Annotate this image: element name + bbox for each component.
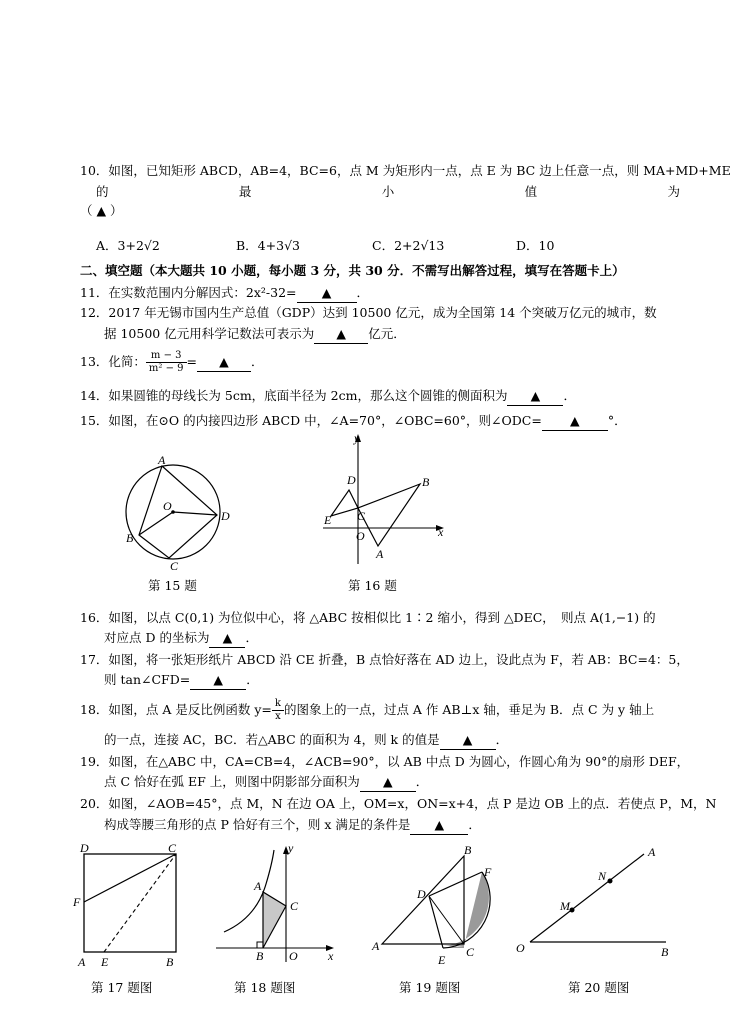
q20-line1: 20．如图，∠AOB=45°，点 M，N 在边 OA 上，OM=x，ON=x+4，点 P 是边 OB 上的点．若使点 P，M，N [80, 796, 717, 811]
q19-suffix: ． [415, 774, 429, 789]
fig20-label-m: M [560, 899, 570, 913]
fig16-label-e: E [324, 513, 332, 527]
fig20-label-n: N [598, 869, 607, 883]
q20-line2 [104, 816, 481, 835]
fig17-label-e: E [101, 955, 109, 969]
q18-line2 [104, 731, 508, 750]
q18-answer-blank: ▲ [440, 731, 496, 750]
q19-answer-blank: ▲ [360, 773, 416, 792]
q18-text: 的一点，连接 AC，BC．若△ABC 的面积为 4，则 k 的值是 [104, 732, 440, 747]
q10-word: 小 [381, 184, 395, 199]
rectangle-abcd [84, 854, 176, 952]
q13-equals: = [186, 354, 197, 369]
q18-text: 18．如图，点 A 是反比例函数 y= [80, 702, 272, 717]
fig16-label-x: x [438, 525, 444, 539]
q17-line1: 17．如图，将一张矩形纸片 ABCD 沿 CE 折叠，B 点恰好落在 AD 边上，设此点为 F，若 AB：BC=4：5， [80, 652, 689, 667]
q18-numerator: k [272, 698, 284, 711]
fig18-label-o: O [289, 949, 298, 963]
q19-line2 [104, 773, 428, 792]
q11-text: 11．在实数范围内分解因式：2x²-32= [80, 285, 297, 300]
fig17-label-d: D [80, 842, 89, 855]
q17-text: 则 tan∠CFD= [104, 672, 191, 687]
fig17-label-b: B [166, 955, 174, 969]
fig18-label-b: B [256, 949, 264, 963]
q19-line1: 19．如图，在△ABC 中，CA=CB=4，∠ACB=90°，以 AB 中点 D 为圆心，作圆心角为 90°的扇形 DEF， [80, 754, 690, 769]
fig18-label-y: y [288, 842, 294, 855]
shaded-region-right [443, 872, 489, 946]
fig19-label-a: A [372, 939, 380, 953]
fig16-label-c: C [357, 509, 366, 523]
q20-answer-blank: ▲ [410, 816, 468, 835]
q10-option-d: D．10 [516, 238, 555, 253]
q10-word: 值 [524, 184, 538, 199]
q20-suffix: ． [468, 817, 481, 832]
q13 [80, 350, 264, 375]
q19-text: 点 C 恰好在弧 EF 上，则图中阴影部分面积为 [104, 774, 360, 789]
q14-suffix: ． [563, 388, 576, 403]
fig19-label-f: F [484, 865, 492, 879]
fig16-label-y: y [354, 432, 360, 445]
q10-answer-slot: （ ▲ ） [80, 203, 123, 218]
q16-answer-blank: ▲ [209, 629, 245, 648]
figure-15-caption: 第 15 题 [148, 578, 197, 593]
point-n [608, 879, 613, 884]
q12-answer-blank: ▲ [314, 325, 368, 344]
q12-suffix: 亿元． [368, 326, 406, 341]
fig20-label-a: A [648, 845, 656, 859]
fig16-label-b: B [422, 475, 430, 489]
figure-20 [508, 842, 678, 970]
fig19-label-e: E [438, 953, 446, 967]
q14-answer-blank: ▲ [507, 387, 563, 406]
q10-option-a: A．3+2√2 [96, 238, 160, 253]
figure-19-caption: 第 19 题图 [399, 980, 461, 995]
q13-suffix: ． [250, 354, 264, 369]
q17-answer-blank: ▲ [190, 671, 246, 690]
fig18-label-x: x [328, 949, 334, 963]
radius-de [429, 896, 443, 948]
triangle-dec [331, 490, 358, 516]
q11-suffix: ． [356, 285, 370, 300]
point-m [570, 908, 575, 913]
q20-text: 构成等腰三角形的点 P 恰好有三个，则 x 满足的条件是 [104, 817, 411, 832]
q16-suffix: ． [245, 630, 258, 645]
figure-15 [118, 452, 248, 572]
q12-text: 据 10500 亿元用科学记数法可表示为 [104, 326, 315, 341]
q16-text: 对应点 D 的坐标为 [104, 630, 210, 645]
segment-dc [429, 896, 464, 944]
center-point [171, 510, 175, 514]
figure-20-caption: 第 20 题图 [568, 980, 630, 995]
q15-text: 15．如图，在⊙O 的内接四边形 ABCD 中，∠A=70°，∠OBC=60°，则∠ODC= [80, 413, 542, 428]
segment-ob [139, 512, 173, 535]
fig18-label-c: C [290, 899, 299, 913]
q10-word: 为 [667, 184, 680, 199]
q18-text-cont: 的图象上的一点，过点 A 作 AB⊥x 轴，垂足为 B．点 C 为 y 轴上 [283, 702, 655, 717]
fig16-label-a: A [376, 547, 384, 561]
q12-line1: 12．2017 年无锡市国内生产总值（GDP）达到 10500 亿元，成为全国第 14 个突破万亿元的城市，数 [80, 305, 657, 320]
q10-stem-spread [96, 182, 680, 200]
radius-df [429, 872, 482, 896]
fig15-label-d: D [221, 509, 230, 523]
fig17-label-a: A [78, 955, 86, 969]
figure-16-caption: 第 16 题 [348, 578, 397, 593]
q10-stem: 10．如图，已知矩形 ABCD，AB=4，BC=6，点 M 为矩形内一点，点 E 为 BC 边上任意一点，则 MA+MD+ME [80, 163, 731, 178]
q18-denominator: x [275, 711, 281, 722]
q12-line2 [104, 325, 406, 344]
fig19-label-c: C [466, 945, 475, 959]
q10-word: 最 [238, 184, 252, 199]
fig15-label-b: B [126, 531, 134, 545]
q11-answer-blank: ▲ [297, 284, 357, 303]
q11 [80, 284, 369, 303]
q18-line1 [80, 698, 654, 723]
q13-answer-blank: ▲ [197, 353, 251, 372]
q17-line2 [104, 671, 259, 690]
fig16-label-o: O [356, 529, 365, 543]
figure-18 [212, 842, 342, 970]
q13-fraction [146, 350, 187, 375]
q17-suffix: ． [246, 672, 259, 687]
fig16-label-d: D [347, 473, 356, 487]
fig20-label-o: O [516, 941, 525, 955]
right-angle-mark [257, 942, 263, 948]
q15-suffix: °． [607, 413, 627, 428]
q13-denominator: m² − 9 [148, 363, 184, 374]
fig19-label-d: D [417, 887, 426, 901]
fig18-label-a: A [254, 879, 262, 893]
figure-19 [368, 842, 503, 970]
fig15-label-o: O [163, 499, 172, 513]
figure-17 [72, 842, 187, 970]
q10-option-b: B．4+3√3 [236, 238, 300, 253]
figure-17-caption: 第 17 题图 [91, 980, 153, 995]
q14-text: 14．如果圆锥的母线长为 5cm，底面半径为 2cm，那么这个圆锥的侧面积为 [80, 388, 508, 403]
q10-word: 的 [96, 184, 109, 199]
fig17-label-c: C [168, 842, 177, 855]
segment-ec-dashed [104, 854, 176, 952]
q14 [80, 387, 576, 406]
fig20-label-b: B [661, 945, 669, 959]
triangle-abc [358, 484, 420, 546]
q15 [80, 412, 627, 431]
shaded-triangle-abc [263, 892, 286, 948]
q16-line1: 16．如图，以点 C(0,1) 为位似中心，将 △ABC 按相似比 1∶2 缩小，得到 △DEC， 则点 A(1,−1) 的 [80, 610, 656, 625]
fig19-label-b: B [464, 843, 472, 857]
section-2-title: 二、填空题（本大题共 10 小题，每小题 3 分，共 30 分．不需写出解答过程，填写在答题卡上） [80, 263, 625, 278]
q18-suffix: ． [495, 732, 509, 747]
figure-18-caption: 第 18 题图 [234, 980, 296, 995]
fig15-label-a: A [158, 453, 166, 467]
figure-16 [318, 432, 448, 570]
segment-od [173, 512, 217, 515]
q13-numerator: m − 3 [146, 350, 187, 363]
fig17-label-f: F [73, 895, 81, 909]
q10-option-c: C．2+2√13 [372, 238, 445, 253]
q13-text: 13．化简： [80, 354, 146, 369]
segment-fc [84, 854, 176, 902]
q18-fraction [272, 698, 284, 723]
q15-answer-blank: ▲ [542, 412, 608, 431]
q16-line2 [104, 629, 258, 648]
fig15-label-c: C [170, 559, 179, 572]
ray-oa [530, 854, 644, 942]
